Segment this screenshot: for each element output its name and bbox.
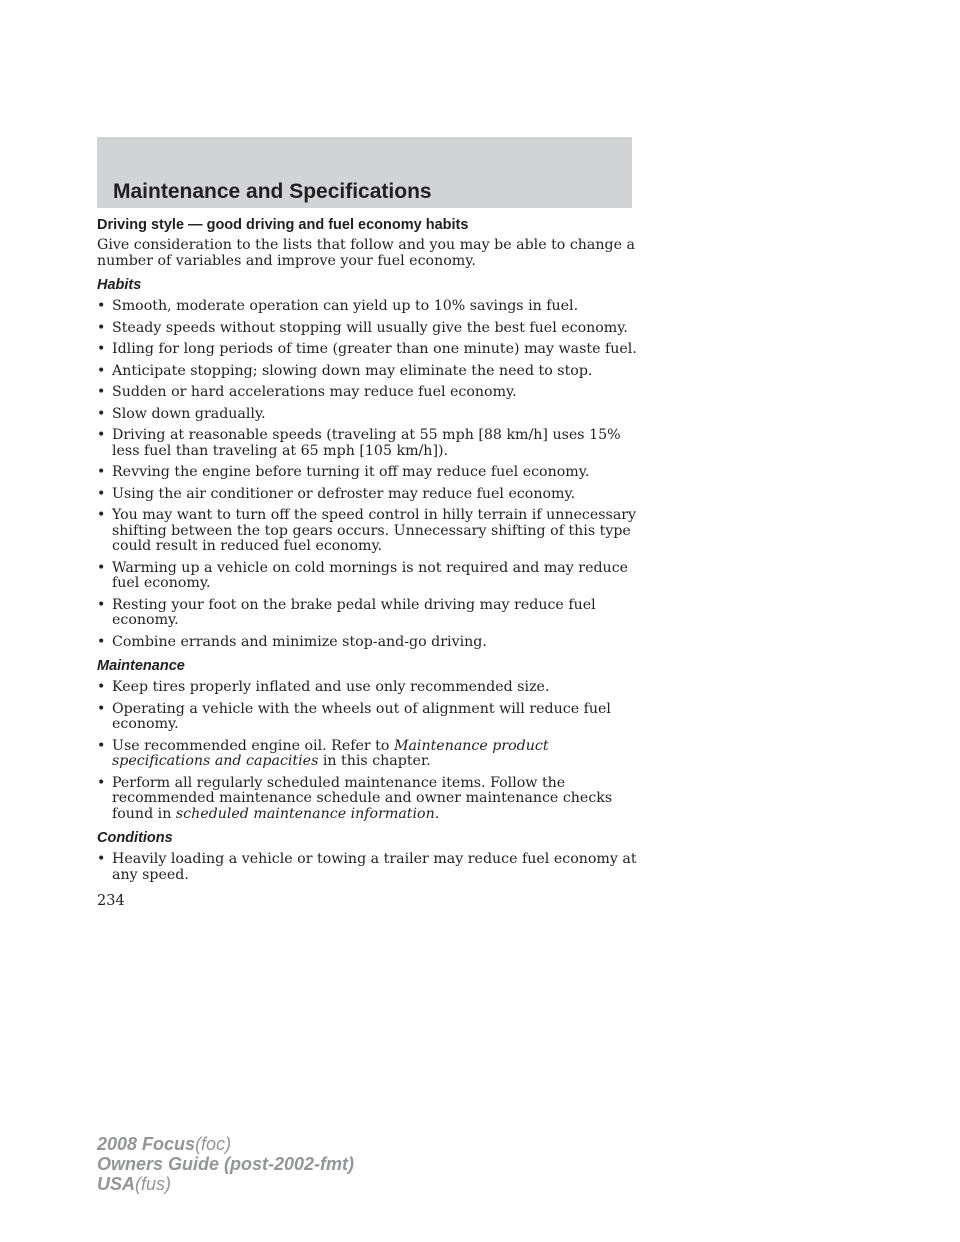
footer-line-3: USA(fus): [97, 1174, 172, 1194]
list-item: • Idling for long periods of time (greater than one minute) may waste fuel.: [97, 341, 637, 357]
conditions-heading: Conditions: [97, 830, 173, 846]
habits-list: [97, 299, 637, 650]
list-item: • Sudden or hard accelerations may reduce fuel economy.: [97, 384, 517, 400]
footer-line-1: 2008 Focus(foc): [97, 1134, 232, 1154]
chapter-header-band: [97, 137, 632, 208]
list-item: • Heavily loading a vehicle or towing a trailer may reduce fuel economy at any speed.: [97, 851, 637, 883]
list-item: • Operating a vehicle with the wheels out of alignment will reduce fuel economy.: [97, 700, 611, 732]
chapter-title: Maintenance and Specifications: [113, 180, 432, 203]
bullet-icon: •: [97, 298, 106, 314]
list-item: • Using the air conditioner or defroster may reduce fuel economy.: [97, 485, 576, 502]
bullet-icon: •: [97, 427, 106, 443]
cross-reference-link: Maintenance product specifications and capacities: [112, 737, 549, 769]
page-number: 234: [97, 893, 125, 909]
intro-paragraph: Give consideration to the lists that follow and you may be able to change a number of variables and improve your fuel economy.: [97, 237, 635, 269]
page-content: [97, 217, 637, 909]
list-item: • Keep tires properly inflated and use only recommended size.: [97, 679, 550, 695]
list-item: • Steady speeds without stopping will usually give the best fuel economy.: [97, 319, 628, 336]
bullet-icon: •: [97, 319, 106, 336]
list-item: • Slow down gradually.: [97, 405, 266, 422]
list-item: • Anticipate stopping; slowing down may eliminate the need to stop.: [97, 362, 593, 379]
bullet-icon: •: [97, 774, 106, 791]
bullet-icon: •: [97, 633, 106, 650]
list-item: • Resting your foot on the brake pedal while driving may reduce fuel economy.: [97, 596, 596, 628]
section-title: Driving style — good driving and fuel economy habits: [97, 217, 469, 233]
bullet-icon: •: [97, 851, 106, 867]
bullet-icon: •: [97, 362, 106, 379]
list-item: • Smooth, moderate operation can yield up to 10% savings in fuel.: [97, 298, 579, 314]
bullet-icon: •: [97, 559, 106, 576]
bullet-icon: •: [97, 700, 106, 717]
list-item: • Combine errands and minimize stop-and-go driving.: [97, 633, 487, 650]
list-item: • Revving the engine before turning it off may reduce fuel economy.: [97, 464, 590, 480]
maintenance-heading: Maintenance: [97, 658, 185, 674]
bullet-icon: •: [97, 341, 106, 357]
bullet-icon: •: [97, 405, 106, 422]
document-footer: [97, 1134, 354, 1194]
bullet-icon: •: [97, 485, 106, 502]
bullet-icon: •: [97, 464, 106, 480]
habits-heading: Habits: [97, 277, 142, 293]
conditions-list: [97, 852, 637, 883]
list-item: • You may want to turn off the speed control in hilly terrain if unnecessary shifting between the top gears occurs. Unnecessary shifting of this type could result in reduced fuel economy.: [97, 507, 637, 554]
bullet-icon: •: [97, 679, 106, 695]
bullet-icon: •: [97, 384, 106, 400]
bullet-icon: •: [97, 507, 106, 523]
bullet-icon: •: [97, 737, 106, 754]
list-item: • Perform all regularly scheduled maintenance items. Follow the recommended maintenance schedule and owner maintenance checks found in scheduled maintenance information.: [97, 774, 613, 822]
list-item: • Use recommended engine oil. Refer to Maintenance product specifications and capacities in this chapter.: [97, 737, 549, 769]
maintenance-list: [97, 680, 637, 822]
bullet-icon: •: [97, 596, 106, 613]
list-item: • Driving at reasonable speeds (traveling at 55 mph [88 km/h] uses 15% less fuel than traveling at 65 mph [105 km/h]).: [97, 427, 621, 459]
list-item: • Warming up a vehicle on cold mornings is not required and may reduce fuel economy.: [97, 559, 629, 591]
footer-line-2: Owners Guide (post-2002-fmt): [97, 1154, 355, 1174]
cross-reference-link: scheduled maintenance information.: [175, 805, 440, 822]
